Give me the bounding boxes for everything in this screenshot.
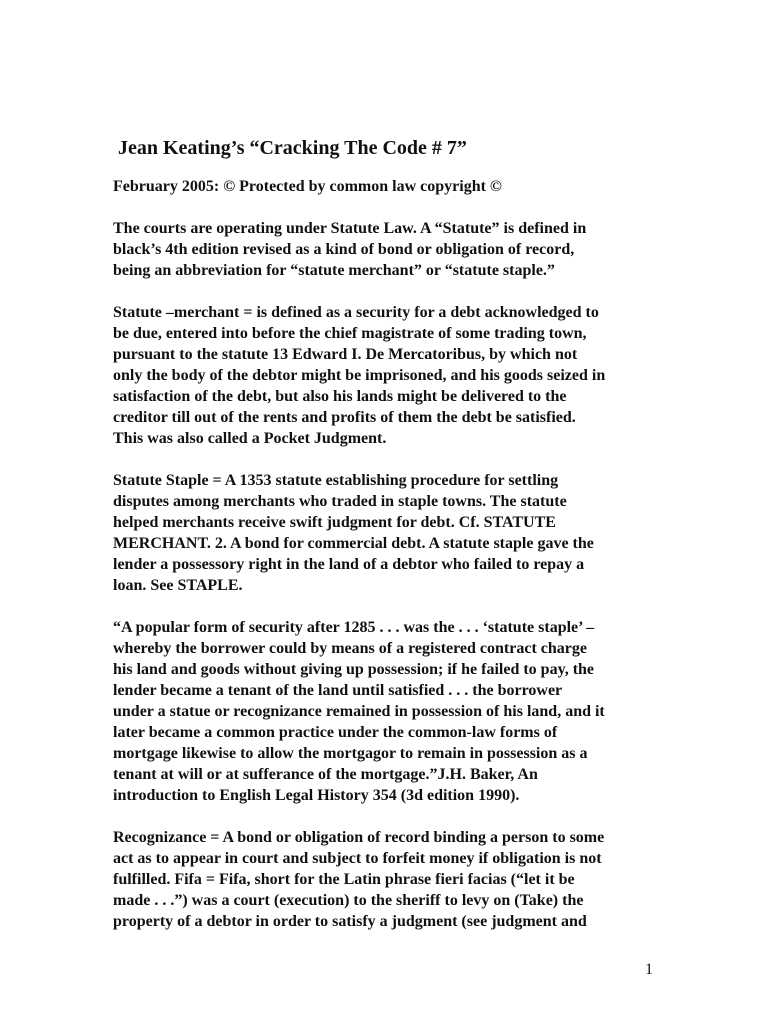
text-line: later became a common practice under the common-law forms of [113, 724, 558, 741]
text-line: be due, entered into before the chief magistrate of some trading town, [113, 325, 587, 342]
text-line: disputes among merchants who traded in staple towns. The statute [113, 493, 567, 510]
text-line: lender a possessory right in the land of a debtor who failed to repay a [113, 556, 585, 573]
text-line: mortgage likewise to allow the mortgagor to remain in possession as a [113, 745, 588, 762]
text-line: made . . .”) was a court (execution) to the sheriff to levy on (Take) the [113, 892, 584, 909]
text-line: being an abbreviation for “statute merchant” or “statute staple.” [113, 262, 555, 279]
text-line: The courts are operating under Statute Law. A “Statute” is defined in [113, 220, 587, 237]
text-line: creditor till out of the rents and profits of them the debt be satisfied. [113, 409, 576, 426]
text-line: Statute –merchant = is defined as a security for a debt acknowledged to [113, 304, 599, 321]
paragraph [113, 302, 663, 449]
text-line: “A popular form of security after 1285 . . . was the . . . ‘statute staple’ – [113, 619, 595, 636]
text-line: This was also called a Pocket Judgment. [113, 430, 387, 447]
text-line: property of a debtor in order to satisfy a judgment (see judgment and [113, 913, 587, 930]
text-line: introduction to English Legal History 354 (3d edition 1990). [113, 787, 520, 804]
text-line: tenant at will or at sufferance of the mortgage.”J.H. Baker, An [113, 766, 538, 783]
text-line: Statute Staple = A 1353 statute establishing procedure for settling [113, 472, 559, 489]
paragraph-list [113, 218, 663, 932]
text-line: black’s 4th edition revised as a kind of bond or obligation of record, [113, 241, 575, 258]
paragraph [113, 617, 663, 806]
text-line: pursuant to the statute 13 Edward I. De Mercatoribus, by which not [113, 346, 578, 363]
text-line: Recognizance = A bond or obligation of record binding a person to some [113, 829, 605, 846]
text-line: his land and goods without giving up possession; if he failed to pay, the [113, 661, 595, 678]
paragraph [113, 218, 663, 281]
text-line: loan. See STAPLE. [113, 577, 243, 594]
text-line: act as to appear in court and subject to forfeit money if obligation is not [113, 850, 602, 867]
page-number: 1 [645, 961, 653, 978]
text-line: under a statue or recognizance remained in possession of his land, and it [113, 703, 605, 720]
paragraph [113, 827, 663, 932]
paragraph [113, 470, 663, 596]
text-line: whereby the borrower could by means of a registered contract charge [113, 640, 587, 657]
copyright-date-line: February 2005: © Protected by common law copyright © [113, 178, 502, 195]
text-line: fulfilled. Fifa = Fifa, short for the Latin phrase fieri facias (“let it be [113, 871, 575, 888]
text-line: only the body of the debtor might be imprisoned, and his goods seized in [113, 367, 606, 384]
text-line: lender became a tenant of the land until satisfied . . . the borrower [113, 682, 563, 699]
document-body [113, 134, 663, 953]
text-line: helped merchants receive swift judgment for debt. Cf. STATUTE [113, 514, 556, 531]
document-title: Jean Keating’s “Cracking The Code # 7” [118, 137, 467, 159]
text-line: MERCHANT. 2. A bond for commercial debt. A statute staple gave the [113, 535, 594, 552]
text-line: satisfaction of the debt, but also his lands might be delivered to the [113, 388, 567, 405]
